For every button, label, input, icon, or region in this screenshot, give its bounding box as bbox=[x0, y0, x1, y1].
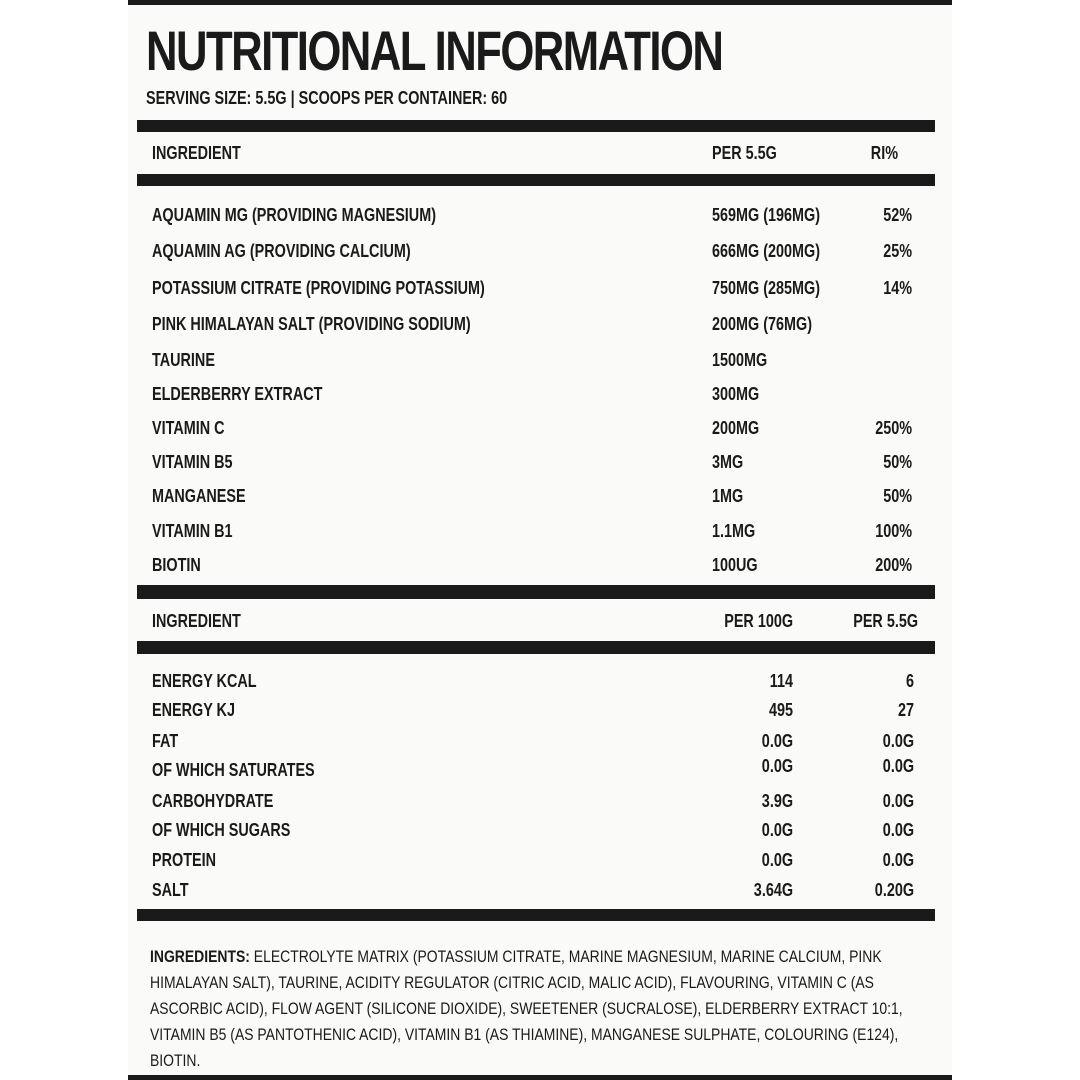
t1-ri: 25% bbox=[883, 241, 912, 261]
t1-ri: 100% bbox=[875, 521, 912, 541]
t2-per-100g: 3.9G bbox=[761, 791, 793, 811]
t2-per-100g: 0.0G bbox=[761, 820, 793, 840]
t1-amount: 300MG bbox=[712, 384, 760, 404]
t2-nutrient: SALT bbox=[152, 880, 189, 900]
divider-top bbox=[137, 120, 935, 132]
t2-per-serving: 0.0G bbox=[882, 791, 914, 811]
t2-per-serving: 0.20G bbox=[874, 880, 914, 900]
t2-nutrient: ENERGY KJ bbox=[152, 700, 235, 720]
t2-nutrient: OF WHICH SUGARS bbox=[152, 820, 291, 840]
t2-nutrient: FAT bbox=[152, 731, 179, 751]
t1-ingredient: TAURINE bbox=[152, 350, 215, 370]
t1-header-ri: RI% bbox=[870, 143, 898, 163]
t1-ingredient: BIOTIN bbox=[152, 555, 201, 575]
divider-bottom bbox=[137, 909, 935, 921]
t1-ri: 14% bbox=[883, 278, 912, 298]
serving-info: SERVING SIZE: 5.5G | SCOOPS PER CONTAINER: 60 bbox=[146, 88, 508, 108]
t1-ri: 50% bbox=[883, 486, 912, 506]
t1-ingredient: AQUAMIN MG (PROVIDING MAGNESIUM) bbox=[152, 205, 436, 225]
t2-per-100g: 495 bbox=[768, 700, 793, 720]
t2-header-ingredient: INGREDIENT bbox=[152, 611, 241, 631]
t1-header-ingredient: INGREDIENT bbox=[152, 143, 241, 163]
t1-ingredient: MANGANESE bbox=[152, 486, 246, 506]
t1-amount: 666MG (200MG) bbox=[712, 241, 821, 261]
t1-ingredient: VITAMIN C bbox=[152, 418, 225, 438]
t2-per-100g: 0.0G bbox=[761, 756, 793, 776]
t2-per-100g: 0.0G bbox=[761, 731, 793, 751]
t1-ri: 250% bbox=[875, 418, 912, 438]
t2-header-per-100g: PER 100G bbox=[724, 611, 793, 631]
t1-ingredient: POTASSIUM CITRATE (PROVIDING POTASSIUM) bbox=[152, 278, 485, 298]
t1-header-per-serving: PER 5.5G bbox=[712, 143, 777, 163]
t1-ingredient: VITAMIN B5 bbox=[152, 452, 233, 472]
t2-nutrient: ENERGY KCAL bbox=[152, 671, 257, 691]
page-title: NUTRITIONAL INFORMATION bbox=[146, 19, 723, 82]
t1-amount: 750MG (285MG) bbox=[712, 278, 821, 298]
t1-amount: 1.1MG bbox=[712, 521, 756, 541]
t1-ri: 200% bbox=[875, 555, 912, 575]
t2-per-serving: 0.0G bbox=[882, 756, 914, 776]
t1-amount: 3MG bbox=[712, 452, 744, 472]
t1-amount: 1500MG bbox=[712, 350, 768, 370]
t2-per-100g: 114 bbox=[769, 671, 793, 691]
divider-header1 bbox=[137, 174, 935, 186]
t2-nutrient: PROTEIN bbox=[152, 850, 217, 870]
t2-per-100g: 3.64G bbox=[753, 880, 793, 900]
t2-per-serving: 27 bbox=[897, 700, 914, 720]
divider-mid bbox=[137, 585, 935, 599]
t1-ri: 52% bbox=[883, 205, 912, 225]
t1-ingredient: AQUAMIN AG (PROVIDING CALCIUM) bbox=[152, 241, 411, 261]
t2-nutrient: OF WHICH SATURATES bbox=[152, 760, 315, 780]
t2-per-serving: 0.0G bbox=[882, 850, 914, 870]
t2-header-per-serving: PER 5.5G bbox=[853, 611, 918, 631]
t1-ri: 50% bbox=[883, 452, 912, 472]
t2-per-serving: 0.0G bbox=[882, 820, 914, 840]
t2-per-serving: 0.0G bbox=[882, 731, 914, 751]
t1-amount: 569MG (196MG) bbox=[712, 205, 821, 225]
t1-amount: 1MG bbox=[712, 486, 744, 506]
t2-nutrient: CARBOHYDRATE bbox=[152, 791, 274, 811]
t1-amount: 200MG bbox=[712, 418, 760, 438]
ingredients-text: ELECTROLYTE MATRIX (POTASSIUM CITRATE, MARINE MAGNESIUM, MARINE CALCIUM, PINK HIMALAYAN SALT), TAURINE, ACIDITY REGULATOR (CITRIC ACID, MALIC ACID), FLAVOURING, VITAMIN C (AS ASCORBIC ACID), FLOW AGENT (SILICONE DIOXIDE), SWEETENER (SUCRALOSE), ELDERBERRY EXTRACT 10:1, VITAMIN B5 (AS PANTOTHENIC ACID), VITAMIN B1 (AS THIAMINE), MANGANESE SULPHATE, COLOURING (E124), BIOTIN. bbox=[150, 947, 903, 1070]
divider-header2 bbox=[137, 641, 935, 654]
t1-ingredient: ELDERBERRY EXTRACT bbox=[152, 384, 323, 404]
t2-per-serving: 6 bbox=[905, 671, 914, 691]
t1-amount: 100UG bbox=[712, 555, 758, 575]
t1-ingredient: VITAMIN B1 bbox=[152, 521, 233, 541]
ingredients-lead: INGREDIENTS: bbox=[150, 947, 250, 966]
t2-per-100g: 0.0G bbox=[761, 850, 793, 870]
t1-amount: 200MG (76MG) bbox=[712, 314, 813, 334]
ingredients-list bbox=[150, 944, 929, 1074]
t1-ingredient: PINK HIMALAYAN SALT (PROVIDING SODIUM) bbox=[152, 314, 471, 334]
